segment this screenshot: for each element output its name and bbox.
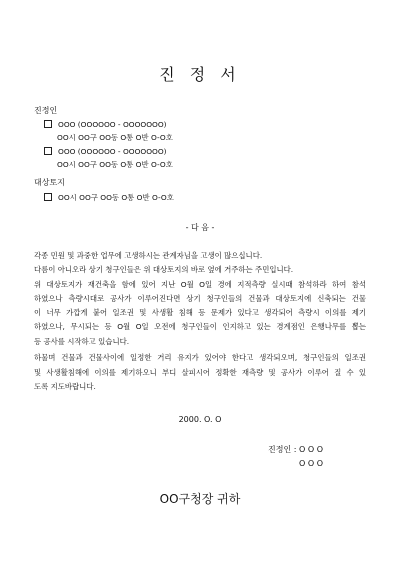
body-line: 다름이 아니오라 상기 청구인들은 위 대상토지의 바로 옆에 거주하는 주민입니다. — [34, 265, 294, 274]
petitioner-2-name-text: OOO (OOOOOO - OOOOOOO) — [58, 147, 167, 156]
body-line: 및 사생활침해에 이의를 제기하오니 부디 살피시어 정확한 재측량 및 공사가 이루어 질 수 있 — [34, 368, 366, 377]
body-line: 하였으나, 무시되는 등 O월 O일 오전에 청구인들이 인지하고 있는 경계점인 은행나무를 뽑는 — [34, 322, 366, 331]
petitioner-label: 진정인 — [34, 106, 58, 115]
petitioner-2-address: OO시 OO구 OO동 O통 O반 O-O호 — [57, 160, 173, 169]
checkbox-icon — [44, 147, 52, 155]
petitioner-1-address: OO시 OO구 OO동 O통 O반 O-O호 — [57, 133, 173, 142]
body-line: 등 공사를 시작하고 있습니다. — [34, 337, 130, 346]
body-line: 하물며 건물과 건물사이에 일정한 거리 유지가 있어야 한다고 생각되오며, 청구인들의 일조권 — [34, 353, 366, 362]
body-line: 각종 민원 및 과중한 업무에 고생하시는 관계자님을 고생이 많으십니다. — [34, 251, 263, 260]
body-line: 이 너무 가깝게 붙어 일조권 및 사생활 침해 등 문제가 있다고 생각되어 측량시 이의를 제기 — [34, 308, 366, 317]
body-line: 하였으나 측량시대로 공사가 이루어진다면 상기 청구인들의 건물과 대상토지에 신축되는 건물 — [34, 294, 366, 303]
signature-name-2: O O O — [299, 459, 323, 468]
checkbox-icon — [44, 120, 52, 128]
body-line: 도록 지도바랍니다. — [34, 382, 96, 391]
petitioner-1-name-text: OOO (OOOOOO - OOOOOOO) — [58, 120, 167, 129]
divider-heading: - 다 음 - — [185, 223, 215, 232]
document-title: 진 정 서 — [159, 65, 241, 84]
document-date: 2000. O. O — [178, 415, 222, 424]
target-land-label: 대상토지 — [34, 178, 65, 187]
checkbox-icon — [44, 193, 52, 201]
recipient: OO구청장 귀하 — [159, 492, 241, 506]
target-land-address-text: OO시 OO구 OO동 O통 O반 O-O호 — [58, 193, 174, 202]
signature-line-1 — [268, 444, 323, 455]
petitioner-1-name — [44, 120, 167, 130]
target-land-address — [44, 193, 174, 203]
signature-line-2 — [299, 459, 323, 468]
signature-label: 진정인 : — [268, 445, 300, 454]
body-line: 위 대상토지가 재건축을 함에 있어 지난 O월 O일 경에 지적측량 실시때 참석하라 하여 참석 — [34, 280, 366, 289]
signature-name-1: O O O — [299, 445, 323, 454]
petitioner-2-name — [44, 147, 167, 157]
